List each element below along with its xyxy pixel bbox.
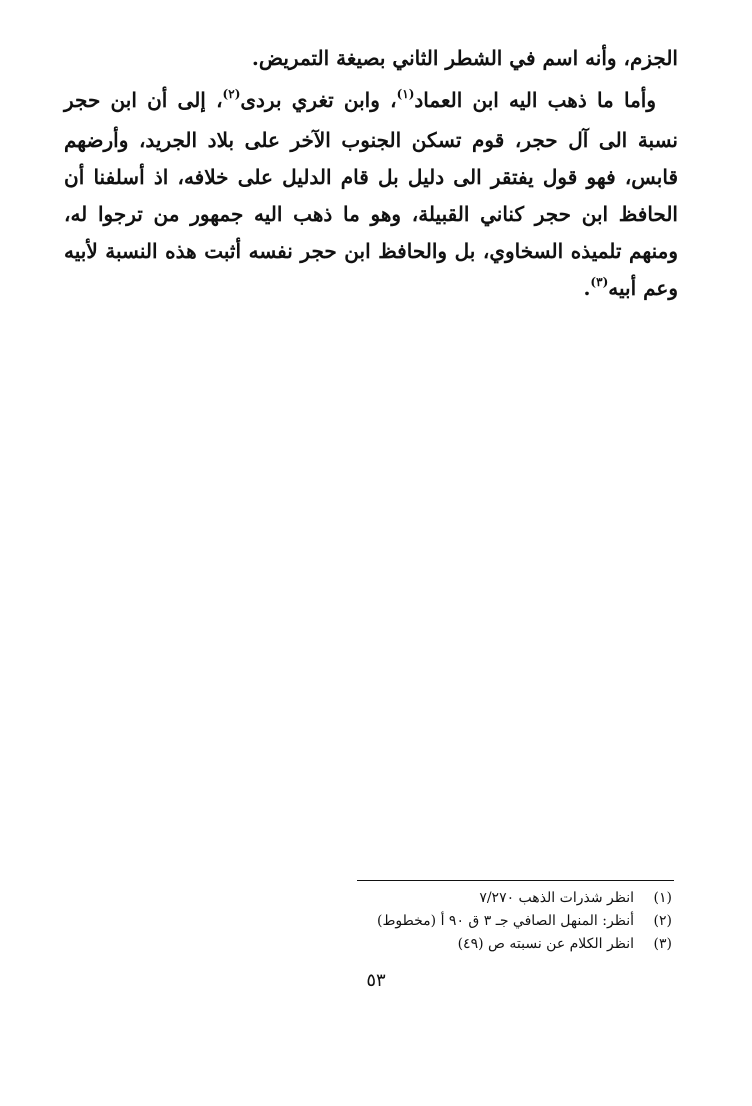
footnote-text: انظر شذرات الذهب ٧/٢٧٠ xyxy=(479,890,634,906)
footnote-number: (٣) xyxy=(653,936,672,952)
paragraph-2-part-3: ، إلى أن ابن حجر نسبة الى آل حجر، قوم تسكن الجنوب الآخر على بلاد الجريد، وأرضهم قابس، فهو قول يفتقر الى دليل بل قام الدليل على خلافه، اذ أسلفنا أن الحافظ ابن حجر كناني القبيلة، وهو ما ذهب اليه جمهور من ترجوا له، ومنهم تلميذه السخاوي، بل والحافظ ابن حجر نفسه أثبت هذه النسبة لأبيه وعم أبيه xyxy=(64,88,678,300)
footnote-2 xyxy=(372,910,672,933)
paragraph-2-part-4: . xyxy=(583,276,591,300)
footnote-reference-3: (٣) xyxy=(590,275,609,289)
footnote-text: أنظر: المنهل الصافي جـ ٣ ق ٩٠ أ (مخطوط) xyxy=(377,913,634,929)
footnote-number: (٢) xyxy=(653,913,672,929)
footnote-1 xyxy=(372,887,672,910)
paragraph-2-part-2: ، وابن تغري بردى xyxy=(240,88,397,112)
footnote-text: انظر الكلام عن نسبته ص (٤٩) xyxy=(457,936,634,952)
paragraph-2 xyxy=(64,82,678,310)
footnote-3 xyxy=(372,933,672,956)
footnote-divider xyxy=(357,880,674,881)
paragraph-2-part-1: وأما ما ذهب اليه ابن العماد xyxy=(414,88,657,112)
footnote-number: (١) xyxy=(653,890,672,906)
paragraph-1: الجزم، وأنه اسم في الشطر الثاني بصيغة التمريض. xyxy=(251,46,678,70)
footnote-reference-1: (١) xyxy=(396,87,415,101)
main-text xyxy=(64,40,678,310)
page-number: ٥٣ xyxy=(366,970,386,991)
footnotes xyxy=(372,887,672,956)
footnote-reference-2: (٢) xyxy=(222,87,241,101)
